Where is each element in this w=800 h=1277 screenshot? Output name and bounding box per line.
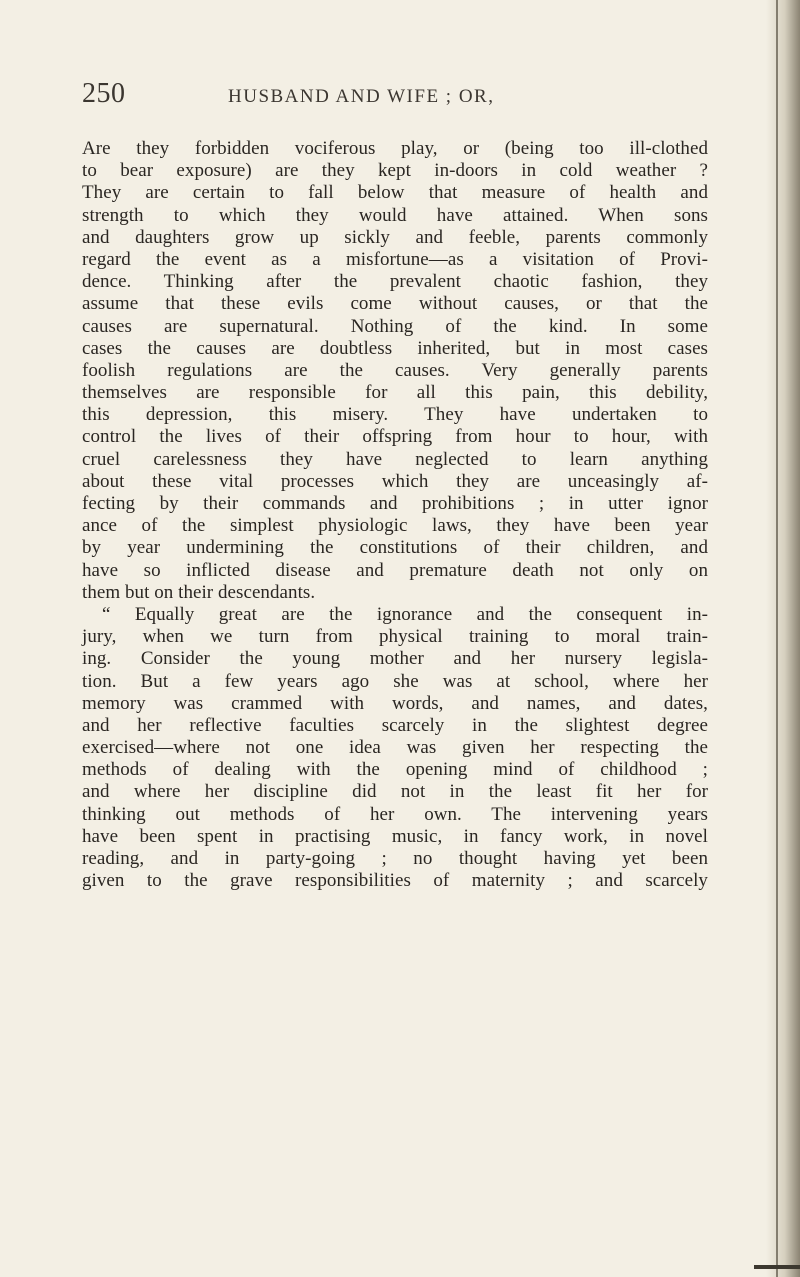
- page-edge-line: [776, 0, 778, 1277]
- text-line: foolish regulations are the causes. Very generally parents: [82, 359, 708, 381]
- text-line: have so inflicted disease and premature death not only on: [82, 559, 708, 581]
- page-header: [82, 78, 722, 118]
- text-line: strength to which they would have attained. When sons: [82, 204, 708, 226]
- text-line: memory was crammed with words, and names, and dates,: [82, 692, 708, 714]
- text-line: themselves are responsible for all this pain, this debility,: [82, 382, 708, 404]
- text-line: jury, when we turn from physical training to moral train-: [82, 626, 708, 648]
- text-line: tion. But a few years ago she was at school, where her: [82, 670, 708, 692]
- text-line: “ Equally great are the ignorance and the consequent in-: [102, 603, 708, 625]
- text-line: this depression, this misery. They have undertaken to: [82, 404, 708, 426]
- text-line: and daughters grow up sickly and feeble, parents commonly: [82, 226, 708, 248]
- text-line: methods of dealing with the opening mind of childhood ;: [82, 759, 708, 781]
- text-line: fecting by their commands and prohibitions ; in utter ignor: [82, 493, 708, 514]
- text-line: by year undermining the constitutions of their children, and: [82, 537, 708, 559]
- text-line: assume that these evils come without causes, or that the: [82, 293, 708, 315]
- text-line: They are certain to fall below that measure of health and: [82, 182, 708, 204]
- text-line: thinking out methods of her own. The intervening years: [82, 803, 708, 825]
- paragraph: [82, 604, 708, 892]
- paragraph: [82, 138, 708, 604]
- text-line: control the lives of their offspring from hour to hour, with: [82, 426, 708, 448]
- page-corner-mark: [754, 1265, 800, 1269]
- text-line: cases the causes are doubtless inherited, but in most cases: [82, 337, 708, 359]
- text-line: have been spent in practising music, in fancy work, in novel: [82, 825, 708, 847]
- text-line: them but on their descendants.: [82, 581, 316, 603]
- text-line: and her reflective faculties scarcely in the slightest degree: [82, 714, 708, 736]
- text-line: reading, and in party-going ; no thought having yet been: [82, 848, 708, 869]
- text-line: cruel carelessness they have neglected to learn anything: [82, 448, 708, 470]
- text-line: ance of the simplest physiologic laws, they have been year: [82, 515, 708, 537]
- text-line: causes are supernatural. Nothing of the kind. In some: [82, 315, 708, 337]
- text-line: to bear exposure) are they kept in-doors in cold weather ?: [82, 160, 708, 182]
- text-line: exercised—where not one idea was given her respecting the: [82, 737, 708, 759]
- text-line: given to the grave responsibilities of maternity ; and scarcely: [82, 870, 708, 892]
- body-text: [82, 138, 708, 892]
- text-line: ing. Consider the young mother and her nursery legisla-: [82, 648, 708, 670]
- page-number: 250: [82, 78, 126, 109]
- running-head: HUSBAND AND WIFE ; OR,: [228, 86, 495, 107]
- text-line: about these vital processes which they are unceasingly af-: [82, 470, 708, 492]
- text-line: and where her discipline did not in the least fit her for: [82, 781, 708, 803]
- text-line: dence. Thinking after the prevalent chaotic fashion, they: [82, 271, 708, 293]
- page-edge-shadow: [766, 0, 800, 1277]
- text-line: regard the event as a misfortune—as a visitation of Provi-: [82, 248, 708, 270]
- text-line: Are they forbidden vociferous play, or (being too ill-clothed: [82, 138, 708, 159]
